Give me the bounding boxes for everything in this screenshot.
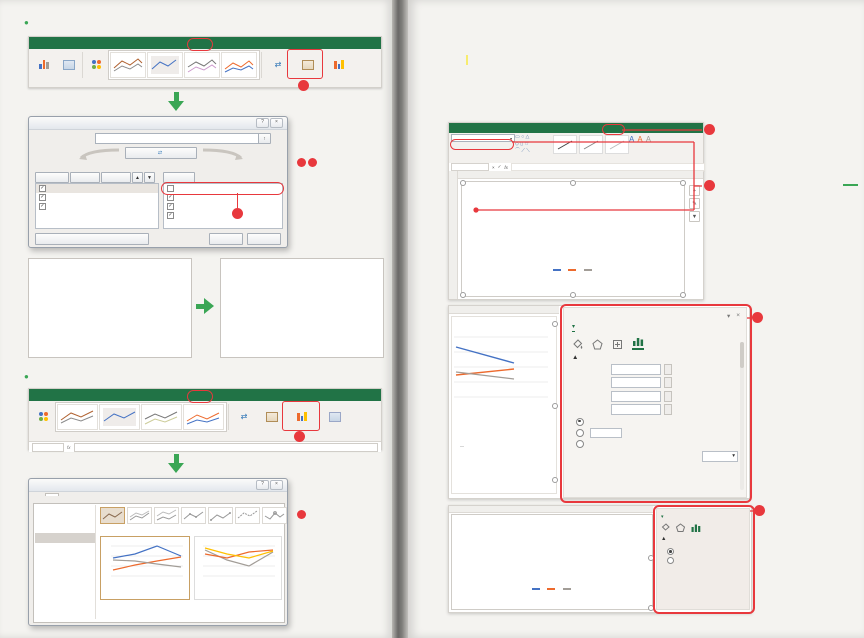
tab-axis-options[interactable]: [572, 323, 575, 332]
range-picker-button[interactable]: ↑: [258, 133, 271, 144]
checkbox-checked-icon[interactable]: [167, 194, 174, 201]
selection-handle[interactable]: [552, 403, 558, 409]
note-select-data: [296, 158, 386, 170]
chart-type-item[interactable]: [35, 543, 95, 552]
switch-icon: ⇄: [240, 412, 248, 421]
wordart-styles-group[interactable]: [629, 135, 651, 144]
switch-row-column-dialog-button[interactable]: [125, 147, 197, 159]
sheet-fragment: [451, 316, 557, 494]
ribbon-group-labels: [29, 81, 381, 89]
radio-checked-icon[interactable]: [667, 548, 674, 555]
major-unit-input[interactable]: [611, 391, 661, 402]
add-chart-element-button[interactable]: [31, 50, 57, 80]
bar-chart-after: [220, 258, 384, 358]
down-arrow: [168, 92, 184, 111]
axis-list-item[interactable]: [164, 193, 282, 202]
change-colors-button[interactable]: [84, 50, 108, 80]
excel-ribbon-design-1: [28, 36, 382, 88]
inline-badge-3: [297, 510, 306, 519]
axis-label-list: [163, 183, 283, 229]
insert-shapes-group[interactable]: ▭ ○ △ ◇ ▯ ☆ ⌒ ⟋ ⟍: [515, 134, 530, 154]
selection-handle[interactable]: [570, 292, 576, 298]
edit-axis-button[interactable]: [163, 172, 195, 183]
style-thumbnail[interactable]: [57, 404, 98, 430]
effects-icon[interactable]: [592, 339, 603, 350]
callout-3: [752, 312, 864, 323]
add-series-button[interactable]: [35, 172, 69, 183]
section-series-options[interactable]: ▲: [661, 536, 667, 542]
column-headers: [457, 171, 703, 179]
book-gutter: [392, 0, 408, 638]
line-chart-plot: [470, 184, 676, 268]
display-units-select[interactable]: [702, 451, 738, 462]
chart-style-gallery[interactable]: [108, 50, 260, 80]
name-box[interactable]: [451, 163, 489, 171]
edit-series-button[interactable]: [70, 172, 100, 183]
checkbox-checked-icon[interactable]: [39, 203, 46, 210]
style-thumbnail[interactable]: [141, 404, 182, 430]
line-chart-plot: [457, 517, 647, 587]
chart-object[interactable]: [461, 181, 685, 297]
dialog-body: [33, 503, 285, 623]
inline-badge-2: [308, 158, 317, 167]
close-icon[interactable]: ×: [270, 118, 283, 128]
shape-style-swatch[interactable]: [579, 135, 603, 154]
excel-window-format: [448, 122, 704, 300]
fx-icon[interactable]: fx: [504, 164, 508, 170]
chart-type-item[interactable]: [35, 599, 95, 608]
switch-icon: ⇄: [274, 60, 282, 69]
switch-row-column-button[interactable]: [263, 50, 293, 80]
select-data-source-dialog: [28, 116, 288, 248]
chevron-down-icon: ▾: [732, 453, 735, 459]
series-list: [35, 183, 159, 229]
selection-handle[interactable]: [680, 180, 686, 186]
quick-layout-button[interactable]: [57, 50, 81, 80]
ribbon-group-labels: [29, 433, 381, 441]
chart-type-item[interactable]: [35, 505, 95, 514]
excel-ribbon-design-2: [28, 388, 382, 450]
format-axis-pane: [563, 307, 747, 498]
cancel-icon[interactable]: ×: [492, 164, 495, 170]
callout-4: [754, 505, 864, 516]
chart-object[interactable]: [451, 514, 653, 610]
bullet-icon: ●: [24, 18, 29, 27]
checkbox-checked-icon[interactable]: [167, 212, 174, 219]
selection-handle[interactable]: [552, 477, 558, 483]
excel-window-series-pane: [448, 505, 752, 613]
selection-handle[interactable]: [460, 292, 466, 298]
checkbox-checked-icon[interactable]: [39, 185, 46, 192]
name-box[interactable]: [32, 443, 64, 452]
step-badge-3: [294, 431, 305, 442]
chart-elements-plus-icon[interactable]: +: [689, 185, 700, 196]
wordart-a-icon: A: [629, 135, 635, 144]
select-data-icon: [266, 412, 278, 422]
row-headers: [449, 171, 458, 299]
min-auto-button[interactable]: [664, 364, 672, 375]
line-chart-preview-1[interactable]: [100, 536, 190, 600]
select-data-button[interactable]: [293, 50, 323, 80]
selection-handle[interactable]: [570, 180, 576, 186]
step-badge-1: [704, 124, 715, 135]
callout-2: [704, 180, 862, 191]
right-arrow: [196, 298, 214, 314]
chart-type-item[interactable]: [35, 580, 95, 589]
current-selection-group: [451, 134, 511, 144]
help-icon[interactable]: ?: [256, 480, 269, 490]
right-page: [408, 0, 864, 638]
selection-handle[interactable]: [648, 555, 654, 561]
chart-type-item[interactable]: [35, 514, 95, 523]
switch-icon: ⇄: [157, 150, 163, 156]
bar-chart-after-plot: [224, 261, 380, 343]
chart-style-gallery[interactable]: [55, 402, 227, 432]
left-page: [0, 0, 392, 638]
format-series-pane: [656, 508, 750, 610]
formula-field[interactable]: [74, 443, 378, 452]
subtype-thumbnail[interactable]: [208, 507, 233, 524]
fill-icon[interactable]: [661, 523, 670, 532]
chevron-down-icon[interactable]: ▾: [726, 313, 731, 320]
pane-scrollbar[interactable]: [740, 342, 744, 490]
switch-row-column-button[interactable]: [230, 402, 258, 432]
bars-icon: [334, 60, 344, 69]
radio-checked-icon[interactable]: [576, 418, 584, 426]
move-up-icon[interactable]: ▲: [132, 172, 143, 183]
series-options-dropdown[interactable]: [657, 512, 749, 520]
min-input[interactable]: [611, 364, 661, 375]
max-auto-button[interactable]: [664, 377, 672, 388]
minor-unit-input[interactable]: [611, 404, 661, 415]
ribbon-body: [449, 133, 703, 157]
style-thumbnail[interactable]: [183, 404, 224, 430]
max-input[interactable]: [611, 377, 661, 388]
ribbon-body: [29, 401, 381, 433]
section-change-chart-type: [24, 372, 32, 381]
ribbon-tab-bar: [29, 37, 381, 49]
selection-handle[interactable]: [680, 292, 686, 298]
chart-type-item[interactable]: [35, 571, 95, 580]
axis-options-icon-selected[interactable]: [632, 336, 644, 350]
axis-list-item[interactable]: [164, 202, 282, 211]
layout-icon: [63, 60, 75, 70]
colors-icon: [92, 60, 101, 69]
axis-list-item[interactable]: [164, 184, 282, 193]
close-icon[interactable]: ×: [736, 312, 740, 319]
style-thumbnail[interactable]: [184, 52, 220, 78]
change-chart-type-button[interactable]: [286, 402, 318, 432]
chart-type-item[interactable]: [35, 590, 95, 599]
enter-icon[interactable]: ✓: [497, 164, 502, 169]
partial-line-chart: [452, 317, 552, 427]
step-badge-3: [752, 312, 763, 323]
radio-unchecked-icon[interactable]: [576, 429, 584, 437]
chevron-down-icon: ▾: [572, 324, 576, 330]
section-select-data: [24, 18, 32, 27]
chart-type-item-selected[interactable]: [35, 533, 95, 542]
formula-field[interactable]: [511, 163, 705, 171]
formula-bar[interactable]: [29, 441, 381, 452]
ok-button[interactable]: [209, 233, 243, 245]
column-headers: [449, 506, 653, 513]
chart-quick-buttons: [689, 185, 700, 222]
cancel-button[interactable]: [247, 233, 281, 245]
subtype-thumbnails: [100, 507, 287, 524]
chart-type-item[interactable]: [35, 561, 95, 570]
shape-style-swatch[interactable]: [553, 135, 577, 154]
section-axis-options[interactable]: ▲: [572, 353, 579, 361]
checkbox-checked-icon[interactable]: [39, 194, 46, 201]
radio-unchecked-icon[interactable]: [576, 440, 584, 448]
selection-dropdown[interactable]: [451, 134, 515, 142]
subtype-thumbnail[interactable]: [154, 507, 179, 524]
inline-badge-1: [297, 158, 306, 167]
bar-chart-before-plot: [32, 261, 188, 343]
subtype-thumbnail-selected[interactable]: [100, 507, 125, 524]
hidden-cells-button[interactable]: [35, 233, 149, 245]
note-change-type: [296, 510, 386, 522]
legend-fragment: —: [460, 443, 464, 448]
chart-type-item[interactable]: [35, 608, 95, 617]
size-properties-icon[interactable]: [612, 339, 623, 350]
shape-style-swatch[interactable]: [605, 135, 629, 154]
delete-series-button[interactable]: [101, 172, 131, 183]
move-chart-icon: [329, 412, 341, 422]
cross-value-input[interactable]: [590, 428, 622, 438]
style-thumbnail[interactable]: [147, 52, 183, 78]
axis-list-item[interactable]: [164, 211, 282, 220]
checkbox-checked-icon[interactable]: [167, 203, 174, 210]
dialog-titlebar[interactable]: [29, 479, 287, 492]
bar-chart-before: [28, 258, 192, 358]
minor-auto-button[interactable]: [664, 404, 672, 415]
style-thumbnail[interactable]: [99, 404, 140, 430]
effects-icon[interactable]: [676, 523, 685, 532]
selection-handle[interactable]: [460, 180, 466, 186]
step-badge-1: [298, 80, 309, 91]
ribbon-tab-bar: [449, 123, 703, 133]
style-thumbnail[interactable]: [221, 52, 257, 78]
chart-type-item[interactable]: [35, 524, 95, 533]
step-badge-4: [754, 505, 765, 516]
change-chart-type-button[interactable]: [323, 50, 355, 80]
move-chart-button[interactable]: [321, 402, 349, 432]
dialog-titlebar[interactable]: [29, 117, 287, 130]
intro-paragraph: [448, 52, 844, 69]
line-chart-preview-2[interactable]: [194, 536, 282, 600]
select-data-icon: [302, 60, 314, 70]
chart-legend: [462, 268, 684, 272]
select-data-button[interactable]: [258, 402, 286, 432]
subtype-thumbnail[interactable]: [235, 507, 260, 524]
selection-handle[interactable]: [648, 605, 654, 611]
chart-filter-icon[interactable]: ▼: [689, 211, 700, 222]
curved-arrow-right-icon: [199, 147, 253, 161]
wordart-a-icon: A: [637, 135, 643, 144]
tab-recommended-charts[interactable]: [33, 494, 45, 496]
change-chart-type-dialog: [28, 478, 288, 626]
ribbon-tab-bar: [29, 389, 381, 401]
subtype-thumbnail[interactable]: [181, 507, 206, 524]
excel-window-axis-pane: [448, 305, 750, 499]
highlighted-term: [466, 55, 468, 65]
step-badge-2: [704, 180, 715, 191]
radio-unchecked-icon[interactable]: [667, 557, 674, 564]
subtype-thumbnail[interactable]: [262, 507, 287, 524]
chart-type-list: [35, 505, 96, 619]
curved-arrow-left-icon: [69, 147, 123, 161]
down-arrow: [168, 454, 184, 473]
chart-legend: [452, 587, 652, 591]
subtype-thumbnail[interactable]: [127, 507, 152, 524]
selection-handle[interactable]: [552, 321, 558, 327]
fx-icon: fx: [67, 444, 71, 450]
series-options-icon-selected[interactable]: [691, 523, 701, 532]
series-list-item[interactable]: [36, 202, 158, 211]
chart-styles-brush-icon[interactable]: ✎: [689, 198, 700, 209]
style-thumbnail[interactable]: [110, 52, 146, 78]
bullet-icon: ●: [24, 372, 29, 381]
fill-icon[interactable]: [572, 339, 583, 350]
range-input[interactable]: [95, 133, 261, 144]
ribbon-body: [29, 49, 381, 81]
major-auto-button[interactable]: [664, 391, 672, 402]
chart-type-item[interactable]: [35, 552, 95, 561]
chevron-down-icon: ▾: [661, 514, 664, 520]
tab-all-charts[interactable]: [45, 493, 59, 496]
bars-icon: [297, 412, 307, 421]
column-headers: [449, 306, 559, 314]
change-colors-button[interactable]: [31, 402, 55, 432]
series-list-item[interactable]: [36, 193, 158, 202]
colors-icon: [39, 412, 48, 421]
step-badge-2: [232, 208, 243, 219]
close-icon[interactable]: ×: [270, 480, 283, 490]
help-icon[interactable]: ?: [256, 118, 269, 128]
wordart-a-icon: A: [645, 135, 652, 144]
bars-icon: [39, 60, 49, 69]
callout-1: [704, 124, 862, 135]
shape-styles-group: [553, 135, 629, 154]
series-list-item[interactable]: [36, 184, 158, 193]
checkbox-unchecked-icon[interactable]: [167, 185, 174, 192]
chevron-down-icon: ▾: [510, 136, 512, 141]
move-down-icon[interactable]: ▼: [144, 172, 155, 183]
